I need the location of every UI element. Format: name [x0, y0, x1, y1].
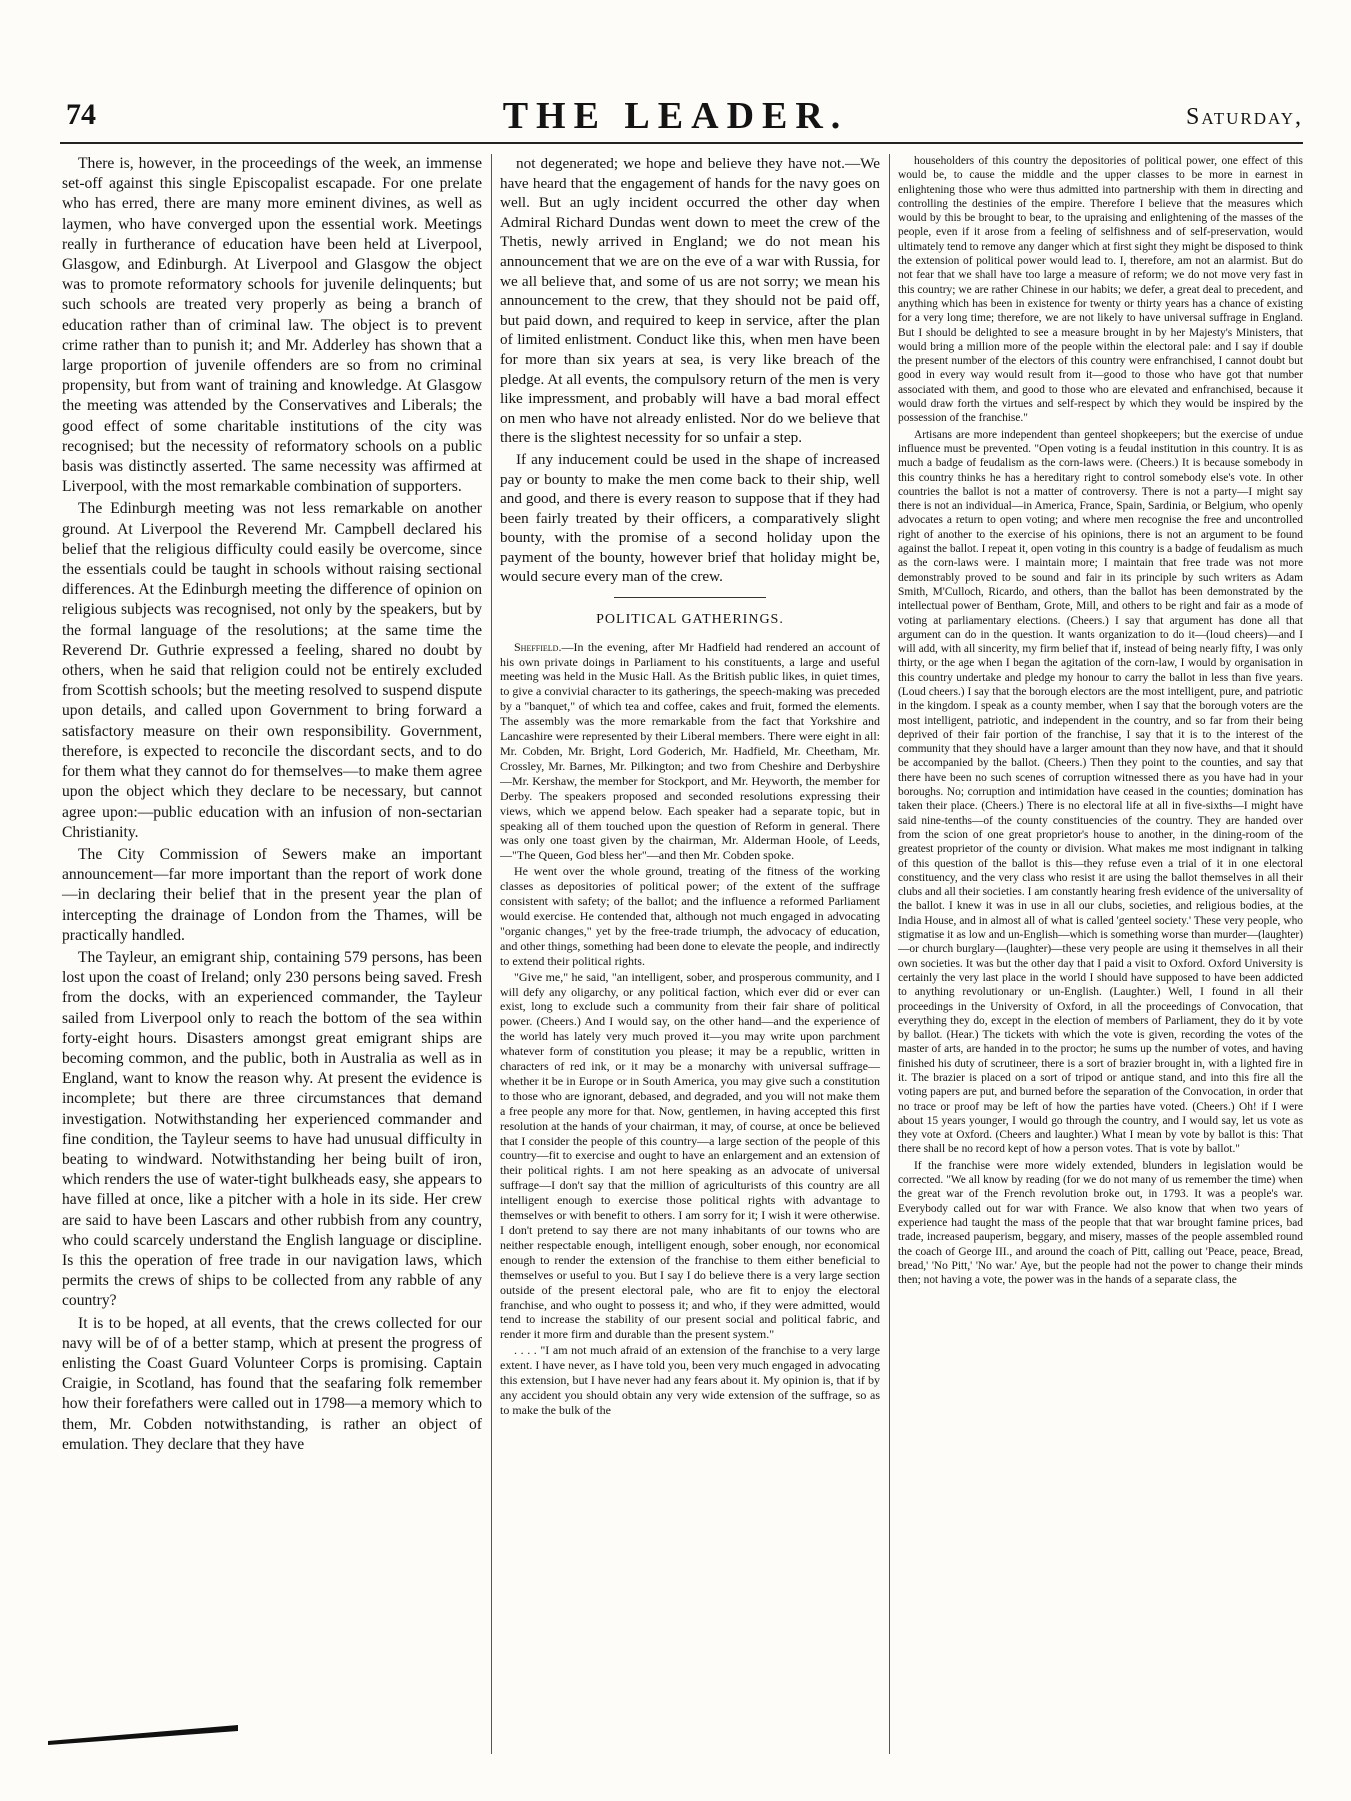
paragraph: If the franchise were more widely extended, blunders in legislation would be corrected. "We all know by reading (for we do not many of us remember the time) when the great war of the French revolution broke out, in 1793. It was a people's war. Everybody called out for war with France. We also know that when two years of experience had taught the mass of the people that that war brought famine prices, bad trade, increased pauperism, beggary, and misery, masses of the people assembled round the coach of George III., and around the coach of Pitt, calling out 'Peace, peace, Bread, bread,' 'No Pitt,' 'No war.' Aye, but the people had not the power to change their minds then; not having a vote, the power was in the hands of a separate class, the [898, 1159, 1303, 1287]
paragraph: not degenerated; we hope and believe they have not.—We have heard that the engagement of hands for the navy goes on well. But an ugly incident occurred the other day when Admiral Richard Dundas went down to meet the crew of the Thetis, newly arrived in England; we do not mean his announcement that we are on the eve of a war with Russia, for we all believe that, and some of us are not sorry; we mean his announcement to the crew, that they should not be paid off, but paid down, and required to keep in service, after the plan of limited enlistment. Conduct like this, when men have been for more than six years at sea, is very like breach of the pledge. At all events, the compulsory return of the men is very like impressment, and probably will have a bad moral effect on men who have not already enlisted. Nor do we believe that there is the slightest necessity for so unfair a step. [500, 155, 880, 447]
column-1 [62, 154, 482, 1457]
quotation-paragraph: . . . . "I am not much afraid of an extension of the franchise to a very large extent. I have never, as I have told you, been very much engaged in advocating this extension, but I have never had any fears about it. My opinion is, that if by any accident you should obtain any very wide extension of the suffrage, so as to make the bulk of the [500, 1343, 880, 1417]
newspaper-page [48, 78, 1303, 1778]
masthead-rule [60, 142, 1303, 144]
newspaper-title: THE LEADER. [502, 95, 849, 137]
column-divider [491, 154, 492, 1754]
paragraph [500, 640, 880, 864]
paragraph: The Edinburgh meeting was not less remarkable on another ground. At Liverpool the Reverend Mr. Campbell declared his belief that the religious difficulty could easily be overcome, since the essentials could be taught in schools without raising sectional differences. At the Edinburgh meeting the difference of opinion on religious subjects was recognised, not only by the speakers, but by the formal language of the resolutions; at the same time the Reverend Dr. Guthrie expressed a feeling, shared no doubt by others, when he said that religion could not be entirely excluded from Scottish schools; but the meeting resolved to suspend dispute upon details, and called upon Government to bring forward a satisfactory measure on their own responsibility. Government, therefore, is expected to reconcile the discordant sects, and to do for them what they cannot do for themselves—to make them agree upon the object which they declare to be necessary, but cannot agree upon:—public education with an infusion of non-sectarian Christianity. [62, 500, 482, 841]
masthead [48, 95, 1303, 138]
paragraph: It is to be hoped, at all events, that the crews collected for our navy will be of of a better stamp, which at present the progress of enlisting the Coast Guard Volunteer Corps is promising. Captain Craigie, in Scotland, has found that the seafaring folk remember how their forefathers were called out in 1798—a memory which to them, Mr. Cobden notwithstanding, is rather an object of emulation. They declare that they have [62, 1314, 482, 1453]
column-2 [500, 154, 880, 1419]
section-heading: POLITICAL GATHERINGS. [596, 612, 784, 628]
dateline: Sheffield. [514, 639, 562, 654]
quotation-paragraph: householders of this country the depositories of political power, one effect of this would be, to cause the middle and the upper classes to be more in earnest in enlightening those who were thus admitted into partnership with them in directing and controlling the destinies of the empire. Therefore I believe that the measures which would by this be brought to bear, to the upraising and enlightening of the masses of the people, even if it arose from a feeling of selfishness and of self-preservation, would ultimately tend to remove any danger which at first sight they might be disposed to think the extension of political power would lead to. I, therefore, am not an alarmist. But do not fear that we shall have too large a measure of reform; we do not move very fast in this country; we are rather Chinese in our habits; we defer, a great deal to precedent, and anything which has been in existence for twenty or thirty years has a chance of existing for a very long time; therefore, we are not likely to have universal suffrage in England. But I should be delighted to see a measure brought in by her Majesty's Ministers, that would bring a million more of the people within the electoral pale: and I say if double the present number of the electors of this country were enfranchised, I cannot doubt but good in every way would result from it—good to those who have got that number associated with them, and good to those who are elevated and enfranchised, because it would draw forth the virtues and self-respect by which they would be inspired by the possession of the franchise." [898, 155, 1303, 425]
section-rule [614, 597, 766, 598]
column-divider [889, 154, 890, 1754]
ink-smudge [48, 1723, 238, 1745]
paragraph: Artisans are more independent than genteel shopkeepers; but the exercise of undue influence must be prevented. "Open voting is a feudal institution in this country. It is as much a badge of feudalism as the corn-laws were. (Cheers.) It is because somebody in this country thinks he has a hereditary right to control somebody else's vote. In other countries the ballot is not a matter of controversy. There is not a party—I might say there is not an individual—in America, France, Spain, Sardinia, or Belgium, who openly advocates a return to open voting; and where men recognise the free and uncontrolled right of another to the exercise of his opinions, there is not an argument to be found against the ballot. I repeat it, open voting in this country is a badge of feudalism as much as the corn-laws were. I maintain more; I maintain that free trade was not more demonstrably proved to be sound and fair in its principle by such writers as Adam Smith, M'Culloch, Ricardo, and others, than the ballot has been demonstrated by the intellectual power of Bentham, Grote, Mill, and others to be right and fair as a mode of voting at parliamentary elections. (Cheers.) I say that argument has done all that argument can do in the question. It wants organization to do it—(loud cheers)—and I will add, with all sincerity, my firm belief that if, instead of being nearly fifty, I was only thirty, or the age when I began the agitation of the corn-law, I would by organisation in this country undertake and pledge my honour to carry the ballot in less than five years. (Loud cheers.) I say that the borough electors are the most intelligent, pure, and patriotic in the kingdom. I speak as a county member, when I say that the borough voters are the most intelligent, patriotic, and independent in the country, and so far from their being deprived of their fair portion of the franchise, I say that it is to the interest of the community that they should have a larger amount than they now have, and that it should be accompanied by the ballot. (Cheers.) Then they point to the counties, and say that there have been no such scenes of corruption witnessed there as you have had in your boroughs. No; corruption and intimidation have ceased in the counties; domination has taken their place. (Cheers.) There is no electoral life at all in five-sixths—I might have said nine-tenths—of the county constituencies of the country. They are handed over from the scion of one great proprietor's house to another, in the dining-room of the greatest proprietor of the county or division. What makes me most indignant in talking of this question of the ballot is this—they refuse even a trial of it in one electoral constituency, and the very class who resist it are using the ballot themselves in all their clubs and all their societies. I am constantly hearing fresh evidence of the universality of the ballot. I knew it was in use in all our clubs, societies, and religious bodies, at the India House, and in almost all of what is called 'genteel society.' These very people, who stigmatise it as low and un-English—which is something worse than murder—(laughter)—or church burglary—(laughter)—these very people are using it themselves in all their own societies. It was but the other day that I paid a visit to Oxford. Oxford University is certainly the very last place in the world I should have supposed to have been addicted to anything revolutionary or un-English. (Laughter.) Well, I found in all their proceedings in the University of Oxford, in all the proceedings of Convocation, that everything they do, except in the election of members of Parliament, they do it by vote by ballot. (Hear.) The tickets with which the vote is given, recording the votes of the master of arts, are handed in to the proctor; he sums up the number of votes, and having finished his duty of scrutineer, there is a sort of brazier brought in, with a lighted fire in it. The brazier is placed on a sort of tripod or antique stand, and into this fire all the voting papers are put, and burned before the separation of the Convocation, in order that no trace or proof may be left of how the parties have voted. (Cheers.) Oh! if I were about 15 years younger, I would go through the country, and I would say, let us vote as they vote at Oxford. (Cheers and laughter.) What I mean by vote by ballot is this: That there shall be no record kept of how a person votes. That is vote by ballot." [898, 428, 1303, 1156]
quotation-paragraph: "Give me," he said, "an intelligent, sober, and prosperous community, and I will defy any oligarchy, or any political faction, which ever did or ever can exist, long to exclude such a community from their fair share of political power. (Cheers.) And I would say, on the other hand—and the experience of the world has lately very much proved it—you may write upon parchment whatever form of constitution you please; it may be a republic, written in characters of red ink, or it may be a monarchy with universal suffrage—whether it be in Europe or in South America, you may give such a constitution to those who are ignorant, debased, and degraded, and you will not make them a free people any more for that. Now, gentlemen, in having accepted this first resolution at the hands of your chairman, it may, of course, at once be believed that I consider the people of this country—a large section of the people of this country—fit to exercise and ought to have an enlargement and an extension of their political rights. I am not here speaking as an advocate of universal suffrage—I don't say that the million of agriculturists of this country are all intelligent enough to exercise those political rights with advantage to themselves or with benefit to others. I am sorry for it; I wish it were otherwise. I don't pretend to say there are not many inhabitants of our towns who are neither respectable enough, intelligent enough, sober enough, nor economical enough to render the extension of the franchise to them either beneficial to themselves or useful to you. But I say I do believe there is a very large section outside of the present electoral pale, who are fit to enjoy the electoral franchise, and who ought to possess it; and who, if they were admitted, would tend to increase the stability of our present social and political fabric, and render it more firm and durable than the present system." [500, 969, 880, 1342]
column-3 [898, 154, 1303, 1289]
paragraph: The Tayleur, an emigrant ship, containing 579 persons, has been lost upon the coast of Ireland; only 230 persons being saved. Fresh from the docks, with an experienced commander, the Tayleur sailed from Liverpool only to reach the bottom of the sea within forty-eight hours. Disasters amongst great emigrant ships are becoming common, and the public, both in Australia as well as in England, want to know the reason why. At present the evidence is incomplete; but there are three circumstances that demand investigation. Notwithstanding her experienced commander and fine condition, the Tayleur seems to have had unusual difficulty in beating to windward. Notwithstanding her being built of iron, which renders the use of water-tight bulkheads easy, she appears to have filled at once, like a pitcher with a hole in its side. Her crew are said to have been Lascars and other rubbish from any country, who could scarcely understand the English language or discipline. Is this the operation of free trade in our navigation laws, which permits the crews of ships to be collected from any rabble of any country? [62, 948, 482, 1310]
issue-day: Saturday, [1185, 104, 1303, 130]
page-number: 74 [66, 98, 96, 131]
paragraph: He went over the whole ground, treating of the fitness of the working classes as depositories of political power; of the extent of the suffrage consistent with safety; of the ballot; and the influence a reformed Parliament would exercise. He contended that, although not much engaged in advocating "organic changes," yet by the free-trade triumph, the advocacy of education, and other things, something had been done to elevate the people, and indirectly to extend their political rights. [500, 864, 880, 968]
paragraph: If any inducement could be used in the shape of increased pay or bounty to make the men come back to their ship, well and good, and there is every reason to suppose that if they had been fairly treated by their officers, a comparatively slight bounty, with the promise of a second holiday upon the payment of the bounty, however brief that holiday might be, would secure every man of the crew. [500, 450, 880, 586]
paragraph-text: —In the evening, after Mr Hadfield had rendered an account of his own private doings in Parliament to his constituents, a large and useful meeting was held in the Music Hall. As the British public likes, in quiet times, to give a convivial character to its gatherings, the speech-making was preceded by a "banquet," of which tea and coffee, cakes and fruit, formed the elements. The assembly was the more remarkable from the fact that Yorkshire and Lancashire were represented by their Liberal members. There were eight in all: Mr. Cobden, Mr. Bright, Lord Goderich, Mr. Hadfield, Mr. Cheetham, Mr. Crossley, Mr. Barnes, Mr. Pilkington; and two from Cheshire and Derbyshire—Mr. Kershaw, the member for Stockport, and Mr. Heyworth, the member for Derby. The speakers proposed and seconded resolutions expressing their views, which we append below. Each speaker had a separate topic, but in speaking all of them touched upon the question of Reform in general. There was only one toast given by the chairman, Mr. Alderman Hoole, of Leeds,—"The Queen, God bless her"—and then Mr. Cobden spoke. [500, 639, 880, 863]
paragraph: The City Commission of Sewers make an important announcement—far more important than the report of work done—in declaring their belief that in the present year the plan of intercepting the drainage of London from the Thames, will be practically handled. [62, 845, 482, 944]
paragraph: There is, however, in the proceedings of the week, an immense set-off against this single Episcopalist escapade. For one prelate who has erred, there are many more eminent divines, as well as laymen, who have converged upon the essential work. Meetings really in furtherance of education have been held at Liverpool, Glasgow, and Edinburgh. At Liverpool and Glasgow the object was to promote reformatory schools for juvenile delinquents; but such schools are treated very properly as being a branch of education rather than of criminal law. The object is to prevent crime rather than to punish it; and Mr. Adderley has shown that a large proportion of juvenile offenders are so from no criminal propensity, but from want of training and knowledge. At Glasgow the meeting was attended by the Conservatives and Liberals; the good effect of some charitable institutions of the city was recognised; but the necessity of reformatory schools on a public basis was distinctly asserted. The same necessity was affirmed at Liverpool, with the most remarkable combination of supporters. [62, 155, 482, 496]
